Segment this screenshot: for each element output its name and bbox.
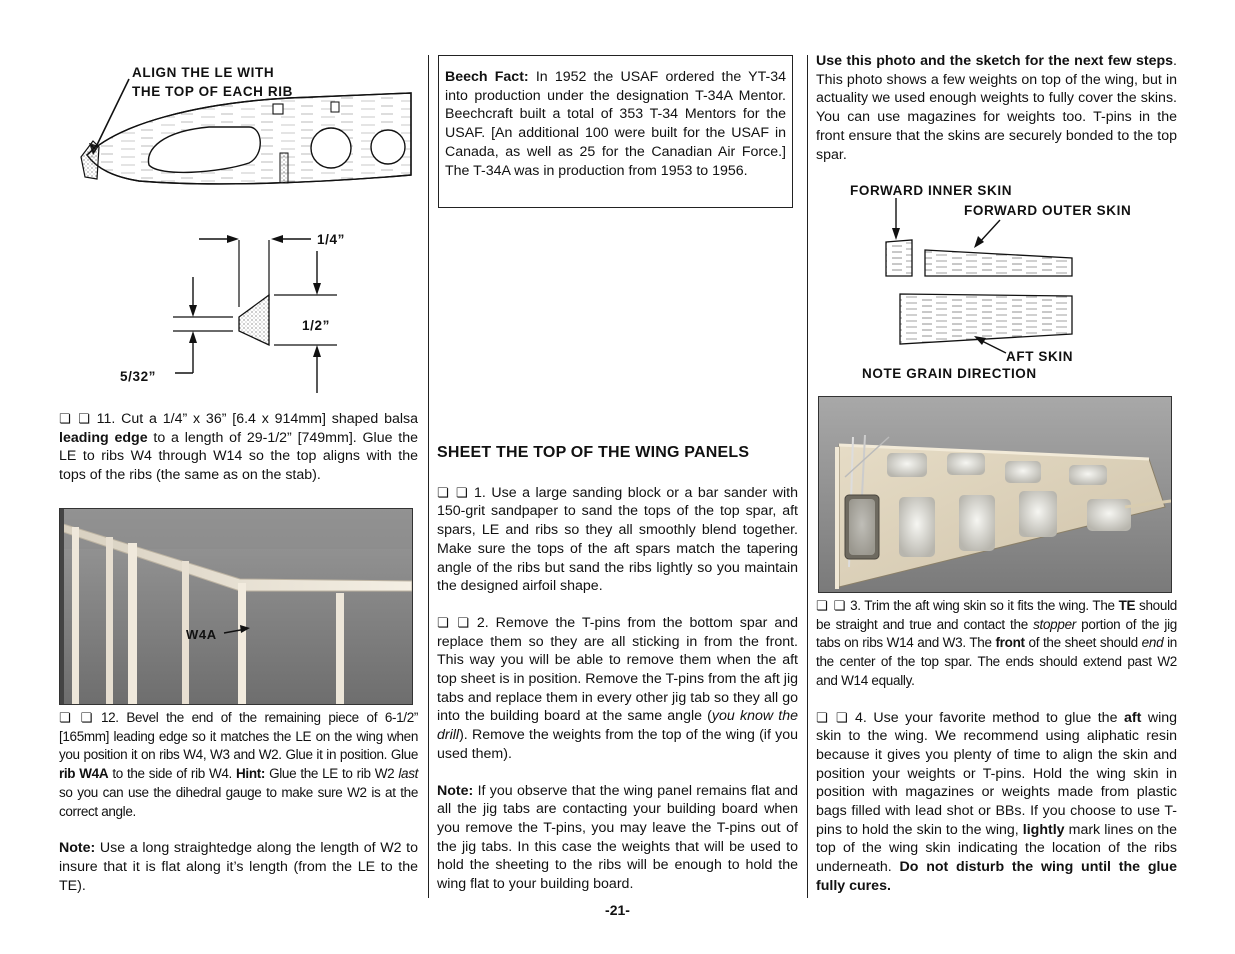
- column-2-text: [437, 444, 798, 894]
- checkbox-icon[interactable]: ❏ ❏: [437, 614, 470, 630]
- column-3-text: [816, 597, 1177, 896]
- beech-fact-label: Beech Fact:: [445, 69, 529, 85]
- column-3-intro: [816, 52, 1177, 164]
- checkbox-icon[interactable]: ❏ ❏: [437, 484, 469, 500]
- forward-outer-skin: [925, 250, 1072, 276]
- callout-line2: THE TOP OF EACH RIB: [132, 84, 293, 99]
- leading-edge-section: [81, 141, 99, 179]
- checkbox-icon[interactable]: ❏ ❏: [59, 411, 91, 426]
- step-4: ❏ ❏ 4. Use your favorite method to glue the aft wing skin to the wing. We recommend using aliphatic resin because it gives you plenty of time to align the skin and position your weights or T-pins. Hold the wing skin in position with magazines or weights made from plastic bags filled with lead shot or BBs. If you choose to use T-pins to hold the skin to the wing, lightly mark lines on the top of the wing skin indicating the location of the ribs underneath. Do not disturb the wing until the glue fully cures.: [816, 709, 1178, 894]
- photo-wing-with-weights: [818, 396, 1172, 593]
- photo-label-w4a: W4A: [186, 627, 217, 642]
- step-3: ❏ ❏ 3. Trim the aft wing skin so it fits the wing. The TE should be straight and true and contact the stopper portion of the jig tabs on ribs W14 and W3. The front of the sheet should end in the center of the top spar. The ends should extend past W2 and W14 equally.: [816, 598, 1177, 688]
- beech-fact-box: [438, 55, 793, 208]
- callout-line1: ALIGN THE LE WITH: [132, 65, 275, 80]
- checkbox-icon[interactable]: ❏ ❏: [59, 710, 94, 725]
- dim-quarter-inch: 1/4”: [317, 232, 345, 247]
- le-cross-section: [239, 295, 269, 345]
- column-divider-left: [428, 55, 429, 898]
- photo-ribs-w4a: [59, 508, 413, 705]
- page-number: -21-: [605, 902, 630, 918]
- column-divider-right: [807, 55, 808, 898]
- note-jig-tabs: Note: If you observe that the wing panel remains flat and all the jig tabs are contacting your building board when you remove the T-pins, you may leave the T-pins out of the jig tabs. In this case the weights that will be used to hold the sheeting to the ribs will be enough to hold the wing flat to your building board.: [437, 782, 798, 893]
- label-grain-direction: NOTE GRAIN DIRECTION: [862, 366, 1037, 381]
- forward-inner-skin: [886, 240, 912, 276]
- label-forward-outer-skin: FORWARD OUTER SKIN: [964, 203, 1132, 218]
- note-straightedge: Note: Use a long straightedge along the length of W2 to insure that it is flat along it’s length (from the LE to the TE).: [59, 840, 418, 894]
- checkbox-icon[interactable]: ❏ ❏: [816, 709, 849, 725]
- checkbox-icon[interactable]: ❏ ❏: [816, 598, 847, 613]
- column-1-text-upper: [59, 410, 418, 485]
- intro-paragraph: Use this photo and the sketch for the next few steps. This photo shows a few weights on top of the wing, but in actuality we used enough weights to fully cover the skins. You can use magazines for weights too. T-pins in the front ensure that the skins are securely bonded to the top spar.: [816, 53, 1177, 163]
- dim-half-inch: 1/2”: [302, 318, 330, 333]
- wing-skins-diagram: [830, 178, 1170, 386]
- step-1: ❏ ❏ 1. Use a large sanding block or a bar sander with 150-grit sandpaper to sand the tops of the top spar, aft spars, LE and ribs so they all smoothly blend together. Make sure the tops of the aft spars match the tapering angle of the ribs but sand the ribs lightly so you maintain the designed airfoil shape.: [437, 484, 798, 595]
- leading-edge-diagram: [59, 55, 419, 400]
- label-aft-skin: AFT SKIN: [1006, 349, 1074, 364]
- aft-skin: [900, 294, 1072, 344]
- step-2: ❏ ❏ 2. Remove the T-pins from the bottom spar and replace them so they are all sticking in from the front. This way you will be able to remove them when the aft top sheet is in position. Remove the T-pins from the aft jig tabs and replace them in every other jig tab so they all go into the building board at the same angle (you know the drill). Remove the weights from the top of the wing (if you used them).: [437, 614, 798, 762]
- column-1-text-lower: [59, 709, 418, 895]
- step-12: ❏ ❏ 12. Bevel the end of the remaining piece of 6-1/2” [165mm] leading edge so it matches the LE on the wing when you position it on ribs W4, W3 and W2. Glue it in position. Glue rib W4A to the side of rib W4. Hint: Glue the LE to rib W2 last so you can use the dihedral gauge to make sure W2 is at the correct angle.: [59, 710, 418, 819]
- label-forward-inner-skin: FORWARD INNER SKIN: [850, 183, 1013, 198]
- dim-5-32-inch: 5/32”: [120, 369, 157, 384]
- section-heading: SHEET THE TOP OF THE WING PANELS: [437, 444, 750, 461]
- step-11: ❏ ❏ 11. Cut a 1/4” x 36” [6.4 x 914mm] shaped balsa leading edge to a length of 29-1/2” [749mm]. Glue the LE to ribs W4 through W14 so the top aligns with the tops of the ribs (the same as on the stab).: [59, 411, 419, 484]
- beech-fact-text: In 1952 the USAF ordered the YT-34 into production under the designation T-34A Mentor. Beechcraft built a total of 353 T-34 Mentors for the USAF. [An additional 100 were built for the USAF in Canada, as well as 25 for the Canadian Air Force.] The T-34A was in production from 1953 to 1956.: [445, 69, 787, 179]
